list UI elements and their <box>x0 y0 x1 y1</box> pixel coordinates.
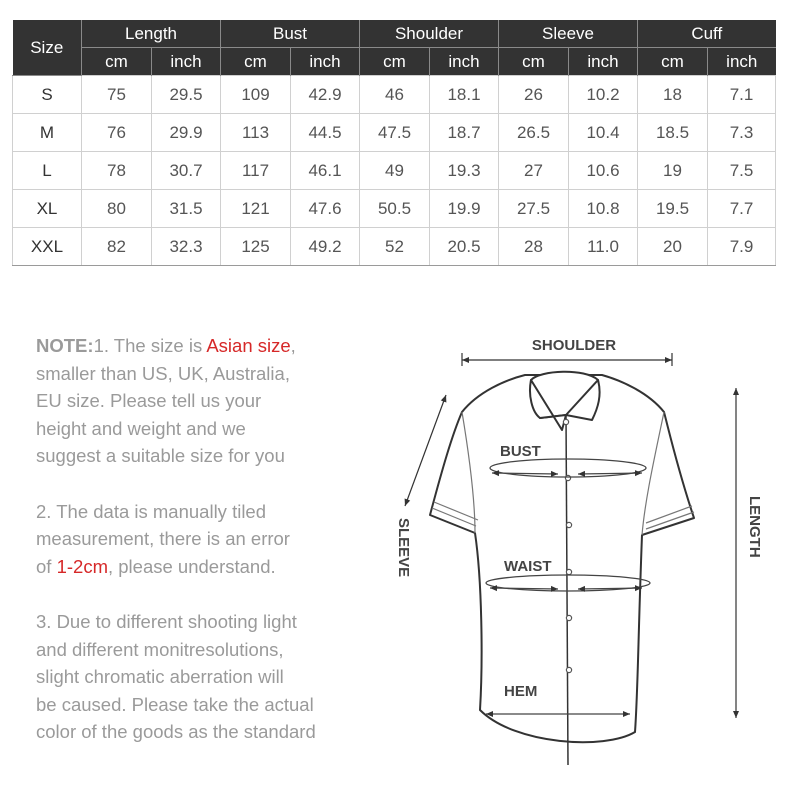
unit-header-cm: cm <box>638 48 708 76</box>
sleeve-cm-cell: 28 <box>499 228 569 266</box>
note-text: of <box>36 555 57 577</box>
hem-label: HEM <box>504 683 538 700</box>
cuff-cm-cell: 18 <box>638 76 708 114</box>
table-row <box>13 228 776 266</box>
note-text: measurement, there is an error <box>36 528 290 550</box>
shoulder-cm-cell: 49 <box>360 152 430 190</box>
sleeve-cm-cell: 27.5 <box>499 190 569 228</box>
unit-header-row <box>13 48 776 76</box>
size-cell: M <box>13 114 82 152</box>
note-heading: NOTE: <box>36 335 94 356</box>
waist-label: WAIST <box>504 558 552 575</box>
bust-header: Bust <box>221 20 360 48</box>
note-text: , <box>290 335 296 356</box>
cuff-cm-cell: 20 <box>638 228 708 266</box>
bust-inch-cell: 47.6 <box>291 190 360 228</box>
sleeve-inch-cell: 10.4 <box>569 114 638 152</box>
sleeve-inch-cell: 10.8 <box>569 190 638 228</box>
bust-cm-cell: 109 <box>221 76 291 114</box>
length-cm-cell: 82 <box>82 228 152 266</box>
sleeve-cm-cell: 27 <box>499 152 569 190</box>
cuff-cm-cell: 19 <box>638 152 708 190</box>
sleeve-inch-cell: 10.6 <box>569 152 638 190</box>
shirt-diagram-svg <box>380 320 790 785</box>
note-text: smaller than US, UK, Australia, <box>36 362 290 384</box>
sleeve-inch-cell: 10.2 <box>569 76 638 114</box>
shoulder-cm-cell: 47.5 <box>360 114 430 152</box>
shoulder-inch-cell: 18.7 <box>430 114 499 152</box>
size-note <box>36 332 338 774</box>
note-text: color of the goods as the standard <box>36 721 316 743</box>
unit-header-cm: cm <box>221 48 291 76</box>
note-paragraph-1 <box>36 332 338 470</box>
shoulder-inch-cell: 20.5 <box>430 228 499 266</box>
length-cm-cell: 80 <box>82 190 152 228</box>
length-inch-cell: 30.7 <box>152 152 221 190</box>
length-inch-cell: 29.9 <box>152 114 221 152</box>
shoulder-inch-cell: 19.9 <box>430 190 499 228</box>
unit-header-inch: inch <box>430 48 499 76</box>
size-cell: XL <box>13 190 82 228</box>
asian-size-highlight: Asian size <box>206 335 291 356</box>
unit-header-inch: inch <box>291 48 360 76</box>
note-text: be caused. Please take the actual <box>36 693 314 715</box>
table-row <box>13 190 776 228</box>
length-cm-cell: 75 <box>82 76 152 114</box>
note-text: EU size. Please tell us your <box>36 390 262 412</box>
shoulder-cm-cell: 50.5 <box>360 190 430 228</box>
shoulder-cm-cell: 46 <box>360 76 430 114</box>
size-chart-table <box>12 20 776 266</box>
size-cell: XXL <box>13 228 82 266</box>
unit-header-cm: cm <box>360 48 430 76</box>
cuff-inch-cell: 7.7 <box>708 190 776 228</box>
shoulder-header: Shoulder <box>360 20 499 48</box>
note-text: , please understand. <box>107 555 276 577</box>
length-inch-cell: 32.3 <box>152 228 221 266</box>
unit-header-cm: cm <box>82 48 152 76</box>
cuff-inch-cell: 7.1 <box>708 76 776 114</box>
group-header-row <box>13 20 776 48</box>
sleeve-cm-cell: 26 <box>499 76 569 114</box>
bust-inch-cell: 44.5 <box>291 114 360 152</box>
cuff-inch-cell: 7.5 <box>708 152 776 190</box>
note-paragraph-3 <box>36 608 338 746</box>
bust-inch-cell: 46.1 <box>291 152 360 190</box>
note-text: suggest a suitable size for you <box>36 445 285 467</box>
shoulder-inch-cell: 19.3 <box>430 152 499 190</box>
note-text: slight chromatic aberration will <box>36 666 284 688</box>
shoulder-label: SHOULDER <box>531 337 617 354</box>
bust-label: BUST <box>500 443 541 460</box>
size-column-header: Size <box>13 20 82 76</box>
length-cm-cell: 76 <box>82 114 152 152</box>
unit-header-inch: inch <box>569 48 638 76</box>
cuff-inch-cell: 7.3 <box>708 114 776 152</box>
length-inch-cell: 31.5 <box>152 190 221 228</box>
sleeve-header: Sleeve <box>499 20 638 48</box>
unit-header-cm: cm <box>499 48 569 76</box>
bust-cm-cell: 117 <box>221 152 291 190</box>
shirt-measurement-diagram <box>380 320 790 785</box>
table-row <box>13 76 776 114</box>
note-paragraph-2 <box>36 498 338 581</box>
table-row <box>13 114 776 152</box>
sleeve-label: SLEEVE <box>395 518 412 578</box>
note-text: height and weight and we <box>36 417 246 439</box>
size-cell: L <box>13 152 82 190</box>
length-header: Length <box>82 20 221 48</box>
sleeve-inch-cell: 11.0 <box>569 228 638 266</box>
bust-inch-cell: 49.2 <box>291 228 360 266</box>
table-row <box>13 152 776 190</box>
note-text: 2. The data is manually tiled <box>36 500 267 522</box>
size-cell: S <box>13 76 82 114</box>
unit-header-inch: inch <box>152 48 221 76</box>
cuff-inch-cell: 7.9 <box>708 228 776 266</box>
shoulder-cm-cell: 52 <box>360 228 430 266</box>
error-range-highlight: 1-2cm <box>56 555 108 577</box>
cuff-cm-cell: 18.5 <box>638 114 708 152</box>
sleeve-cm-cell: 26.5 <box>499 114 569 152</box>
note-text: 1. The size is <box>93 335 207 356</box>
bust-cm-cell: 113 <box>221 114 291 152</box>
bust-cm-cell: 121 <box>221 190 291 228</box>
length-cm-cell: 78 <box>82 152 152 190</box>
cuff-header: Cuff <box>638 20 776 48</box>
note-text: 3. Due to different shooting light <box>36 610 297 632</box>
length-label: LENGTH <box>746 496 763 558</box>
shoulder-inch-cell: 18.1 <box>430 76 499 114</box>
unit-header-inch: inch <box>708 48 776 76</box>
bust-inch-cell: 42.9 <box>291 76 360 114</box>
note-text: and different monitresolutions, <box>36 638 284 660</box>
length-inch-cell: 29.5 <box>152 76 221 114</box>
cuff-cm-cell: 19.5 <box>638 190 708 228</box>
bust-cm-cell: 125 <box>221 228 291 266</box>
